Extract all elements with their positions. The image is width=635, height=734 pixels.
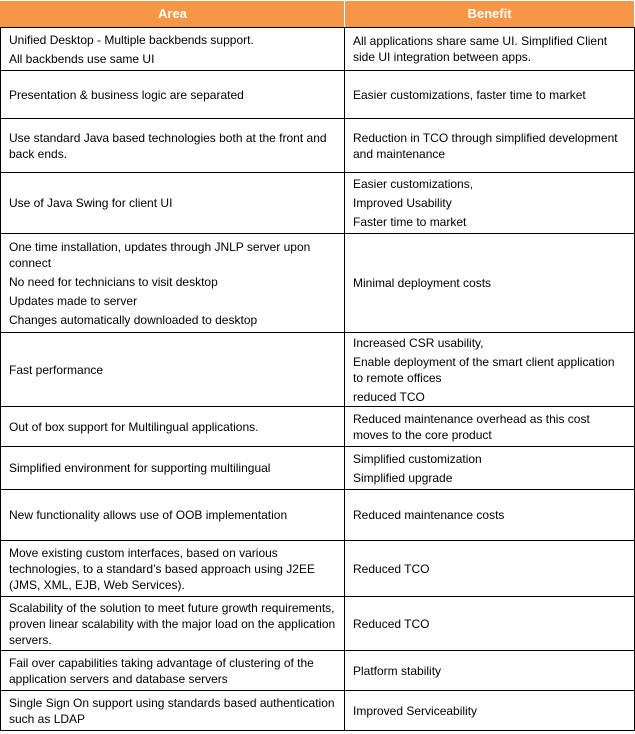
table-row <box>1 119 635 173</box>
table-row <box>1 173 635 234</box>
benefit-cell <box>345 490 635 541</box>
header-area: Area <box>1 1 345 28</box>
benefit-cell <box>345 651 635 691</box>
area-cell <box>1 651 345 691</box>
benefit-cell <box>345 333 635 407</box>
area-cell <box>1 490 345 541</box>
area-line: Use standard Java based technologies both at the front and back ends. <box>9 130 327 161</box>
area-cell <box>1 28 345 71</box>
benefit-cell <box>345 691 635 731</box>
area-line: Scalability of the solution to meet future growth requirements, proven linear scalability with the major load on the application servers. <box>9 600 336 647</box>
area-line: No need for technicians to visit desktop <box>9 274 218 289</box>
area-line: Use of Java Swing for client UI <box>9 196 173 210</box>
area-line: Changes automatically downloaded to desktop <box>9 312 258 327</box>
benefit-cell <box>345 119 635 173</box>
area-cell <box>1 407 345 447</box>
header-benefit: Benefit <box>345 1 635 28</box>
table-row <box>1 407 635 447</box>
table-row <box>1 541 635 597</box>
table-row <box>1 71 635 119</box>
area-cell <box>1 447 345 490</box>
benefit-line: Simplified upgrade <box>353 470 453 485</box>
benefit-cell <box>345 234 635 333</box>
benefit-line: Platform stability <box>353 663 442 678</box>
benefit-cell <box>345 541 635 597</box>
area-line: Single Sign On support using standards based authentication such as LDAP <box>9 695 335 726</box>
area-line: Out of box support for Multilingual applications. <box>9 419 259 434</box>
benefit-cell <box>345 407 635 447</box>
benefit-line: Reduced maintenance costs <box>353 508 505 522</box>
area-line: Fail over capabilities taking advantage of clustering of the application servers and database servers <box>9 655 314 686</box>
area-cell <box>1 691 345 731</box>
area-cell <box>1 597 345 651</box>
table-row <box>1 651 635 691</box>
area-cell <box>1 541 345 597</box>
benefit-cell <box>345 173 635 234</box>
benefit-line: Reduced TCO <box>353 561 430 576</box>
table-row <box>1 691 635 731</box>
area-line: All backbends use same UI <box>9 51 155 66</box>
benefit-line: All applications share same UI. Simplified Client side UI integration between apps. <box>353 34 608 64</box>
area-line: Unified Desktop - Multiple backbends support. <box>9 32 254 47</box>
table-row <box>1 597 635 651</box>
benefit-cell <box>345 597 635 651</box>
benefit-line: Minimal deployment costs <box>353 276 492 290</box>
area-line: Move existing custom interfaces, based on various technologies, to a standard’s based approach using J2EE (JMS, XML, EJB, Web Services). <box>9 545 315 592</box>
benefit-cell <box>345 28 635 71</box>
benefit-cell <box>345 71 635 119</box>
area-cell <box>1 119 345 173</box>
area-line: One time installation, updates through JNLP server upon connect <box>9 239 311 270</box>
table-row <box>1 28 635 71</box>
benefit-line: Easier customizations, <box>353 177 474 191</box>
benefit-line: reduced TCO <box>353 389 425 404</box>
benefit-line: Faster time to market <box>353 215 467 229</box>
benefit-line: Improved Serviceability <box>353 703 478 718</box>
benefit-line: Reduction in TCO through simplified development and maintenance <box>353 130 618 161</box>
table-row <box>1 333 635 407</box>
table-row <box>1 447 635 490</box>
benefit-line: Easier customizations, faster time to market <box>353 87 586 102</box>
table-row <box>1 490 635 541</box>
benefit-line: Increased CSR usability, <box>353 335 484 350</box>
benefit-line: Reduced maintenance overhead as this cost moves to the core product <box>353 411 590 442</box>
area-cell <box>1 333 345 407</box>
benefit-line: Improved Usability <box>353 196 452 210</box>
area-cell <box>1 173 345 234</box>
area-line: Fast performance <box>9 362 104 377</box>
area-line: Updates made to server <box>9 293 138 308</box>
benefit-line: Simplified customization <box>353 451 482 466</box>
area-line: Simplified environment for supporting multilingual <box>9 461 271 475</box>
area-line: Presentation & business logic are separated <box>9 87 244 102</box>
header-row <box>1 1 635 28</box>
area-cell <box>1 71 345 119</box>
benefit-line: Reduced TCO <box>353 616 430 631</box>
area-cell <box>1 234 345 333</box>
area-line: New functionality allows use of OOB implementation <box>9 508 288 522</box>
benefit-cell <box>345 447 635 490</box>
benefit-line: Enable deployment of the smart client application to remote offices <box>353 354 615 385</box>
table-row <box>1 234 635 333</box>
